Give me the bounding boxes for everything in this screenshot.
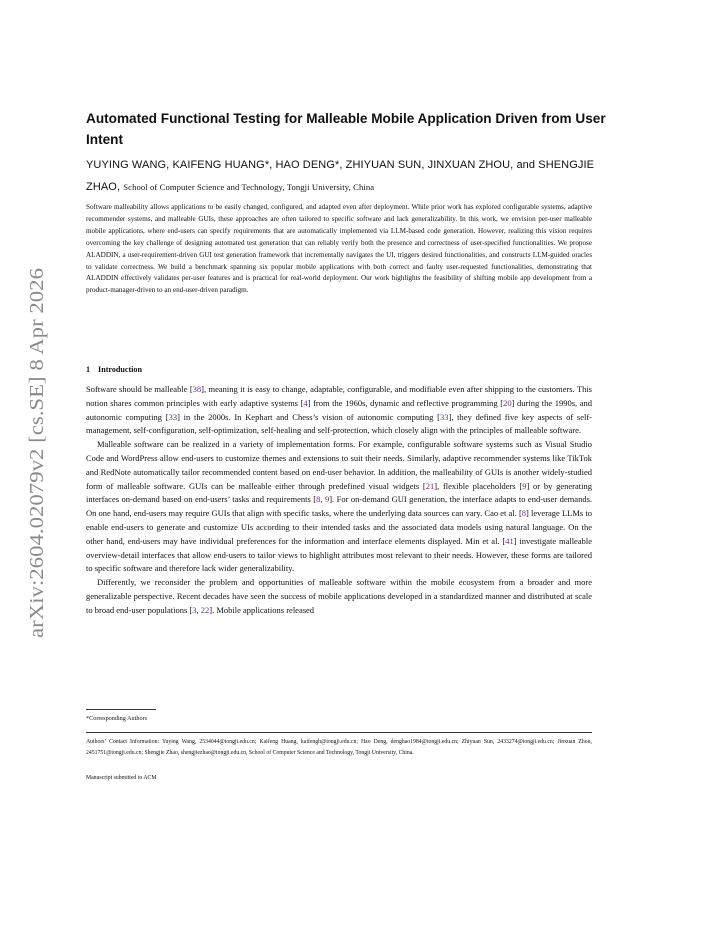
paper-title: Automated Functional Testing for Malleable Mobile Application Driven from User Intent [86,111,606,147]
arxiv-identifier-stamp [24,268,48,638]
citation-link[interactable]: 20 [503,397,512,408]
citation-link[interactable]: 22 [200,604,210,615]
author-block [86,154,606,198]
footnote-corresponding: *Corresponding Authors [86,715,148,722]
abstract [86,202,592,297]
section-number: 1 [86,365,91,374]
arxiv-id-text: arXiv:2604.02079v2 [cs.SE] 8 Apr 2026 [26,305,48,638]
citation-link[interactable]: 9 [522,480,527,491]
paragraph: Differently, we reconsider the problem and opportunities of malleable software within the mobile ecosystem from a broader and more generalizable perspective. Recent decades have seen the success of mobile applications developed in a standardized manner and distributed at scale to broad end-user populations [3, 22]. Mobile applications released [86,577,592,615]
submission-note: Manuscript submitted to ACM [86,775,157,781]
author-contact-info: Authors’ Contact Information: Yuying Wang, 2534044@tongji.edu.cn; Kaifeng Huang, kaifengh@tongji.edu.cn; Hao Deng, denghao1984@tongji.edu.cn; Zhiyuan Sun, 2433274@tongji.edu.cn; Jinxuan Zhou, 2451751@tongji.edu.cn; Shengjie Zhao, shengjiezhao@tongji.edu.cn, School of Computer Science and Technology, Tongji University, China. [86,739,592,756]
section-title: Introduction [98,365,142,374]
citation-link[interactable]: 4 [303,397,308,408]
contact-divider [86,732,592,733]
section-heading [86,365,142,374]
citation-link[interactable]: 8 [316,494,321,505]
footnote-divider [86,709,156,710]
citation-link[interactable]: 33 [439,411,449,422]
author-list: YUYING WANG, KAIFENG HUANG*, HAO DENG*, ZHIYUAN SUN, JINXUAN ZHOU, and SHENGJIE ZHAO, [86,159,595,193]
citation-link[interactable]: 38 [192,384,202,394]
citation-link[interactable]: 41 [505,535,514,546]
affiliation: School of Computer Science and Technology, Tongji University, China [123,182,375,192]
body-text [86,383,592,618]
abstract-text: Software malleability allows applications to be easily changed, configured, and adapted even after deployment. While prior work has explored configurable systems, adaptive recommender systems, and malleable GUIs, these approaches are often tailored to specific software and lack generalizability. In this work, we envision per-user malleable mobile applications, where end-users can specify requirements that are automatically implemented via LLM-based code generation. However, realizing this vision requires overcoming the key challenge of designing automated test generation that can reliably verify both the presence and correctness of user-specified functionalities. We propose ALADDIN, a user-requirement-driven GUI test generation framework that incrementally navigates the UI, triggers desired functionalities, and constructs LLM-guided oracles to validate correctness. We build a benchmark spanning six popular mobile applications with both correct and faulty user-requested functionalities, demonstrating that ALADDIN effectively validates per-user features and is practical for real-world deployment. Our work highlights the feasibility of shifting mobile app development from a product-manager-driven to an end-user-driven paradigm. [86,203,592,295]
citation-link[interactable]: 9 [324,494,330,505]
paragraph: Software should be malleable [38], meaning it is easy to change, adaptable, configurable, and modifiable even after shipping to the customers. This notion shares common principles with early adaptive systems [4] from the 1960s, dynamic and reflective programming [20] during the 1990s, and autonomic computing [33] in the 2000s. In Kephart and Chess’s vision of autonomic computing [33], they defined five key aspects of self-management, self-configuration, self-optimization, self-healing and self-protection, which closely align with the principles of malleable software. [86,384,593,436]
citation-link[interactable]: 3 [192,604,197,615]
paragraph: Malleable software can be realized in a variety of implementation forms. For example, configurable software systems such as Visual Studio Code and WordPress allow end-users to customize themes and extensions to suit their needs. Similarly, adaptive recommender systems like TikTok and RedNote automatically tailor recommended content based on end-user behavior. In addition, the malleability of GUIs is another widely-studied form of malleable software. GUIs can be malleable either through predefined visual widgets [21], flexible placeholders [9] or by generating interfaces on-demand based on end-users’ tasks and requirements [8, 9]. For on-demand GUI generation, the interface adapts to end-user demands. On one hand, end-users may require GUIs that align with specific tasks, where the underlying data sources can vary. Cao et al. [8] leverage LLMs to enable end-users to generate and customize UIs according to their intended tasks and the associated data models using natural language. On the other hand, end-users may have individual preferences for the information and interface elements displayed. Min et al. [41] investigate malleable overview-detail interfaces that allow end-users to tailor views to highlight attributes most relevant to their needs. However, these forms are tailored to specific software and therefore lack wider generalizability. [86,439,592,574]
citation-link[interactable]: 21 [425,480,435,491]
citation-link[interactable]: 8 [521,508,527,519]
citation-link[interactable]: 33 [168,411,178,422]
